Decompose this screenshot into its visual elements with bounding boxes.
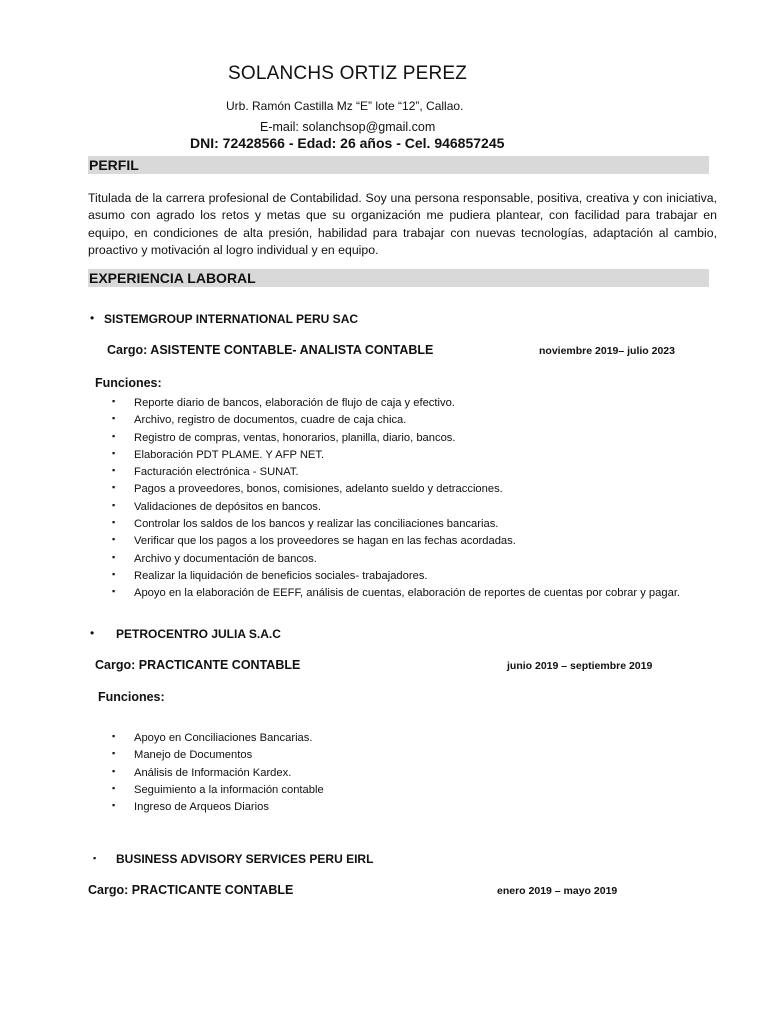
task-item: ▪ Validaciones de depósitos en bancos. xyxy=(134,499,680,516)
job-task-list xyxy=(134,730,324,816)
job-dates: noviembre 2019– julio 2023 xyxy=(539,345,675,357)
job-funciones-label: Funciones: xyxy=(95,376,162,390)
task-item: ▪ Elaboración PDT PLAME. Y AFP NET. xyxy=(134,447,680,464)
job-funciones-label: Funciones: xyxy=(98,690,165,704)
task-item: ▪ Manejo de Documentos xyxy=(134,747,324,764)
task-item: ▪ Controlar los saldos de los bancos y realizar las conciliaciones bancarias. xyxy=(134,516,680,533)
candidate-name: SOLANCHS ORTIZ PEREZ xyxy=(228,63,468,84)
job-bullet: ▪ xyxy=(93,853,97,863)
task-item: ▪ Ingreso de Arqueos Diarios xyxy=(134,799,324,816)
task-item: ▪ Verificar que los pagos a los proveedores se hagan en las fechas acordadas. xyxy=(134,533,680,550)
job-company: SISTEMGROUP INTERNATIONAL PERU SAC xyxy=(104,312,359,326)
task-item: ▪ Seguimiento a la información contable xyxy=(134,782,324,799)
section-title-profile: PERFIL xyxy=(89,157,139,173)
section-title-experience: EXPERIENCIA LABORAL xyxy=(89,270,256,286)
task-item: ▪ Apoyo en Conciliaciones Bancarias. xyxy=(134,730,324,747)
job-dates: enero 2019 – mayo 2019 xyxy=(497,885,618,897)
job-dates: junio 2019 – septiembre 2019 xyxy=(507,660,653,672)
task-item: ▪ Realizar la liquidación de beneficios sociales- trabajadores. xyxy=(134,568,680,585)
address: Urb. Ramón Castilla Mz “E” lote “12”, Callao. xyxy=(226,99,464,113)
profile-text: Titulada de la carrera profesional de Contabilidad. Soy una persona responsable, positiva, creativa y con iniciativa, asumo con agrado los retos y metas que su organización me pudiera plantear, con facilidad para trabajar en equipo, en condiciones de alta presión, habilidad para trabajar con nuevas tecnologías, adaptación al cambio, proactivo y motivación al logro individual y en equipo. xyxy=(88,191,717,257)
job-bullet: • xyxy=(90,626,95,640)
section-bar-profile xyxy=(88,156,709,174)
task-item: ▪ Apoyo en la elaboración de EEFF, análisis de cuentas, elaboración de reportes de cuentas por cobrar y pagar. xyxy=(134,585,680,602)
job-company: PETROCENTRO JULIA S.A.C xyxy=(116,627,281,641)
job-cargo: Cargo: PRACTICANTE CONTABLE xyxy=(95,658,301,672)
job-company: BUSINESS ADVISORY SERVICES PERU EIRL xyxy=(116,852,374,866)
job-task-list xyxy=(134,395,680,603)
task-item: ▪ Reporte diario de bancos, elaboración de flujo de caja y efectivo. xyxy=(134,395,680,412)
task-item: ▪ Pagos a proveedores, bonos, comisiones, adelanto sueldo y detracciones. xyxy=(134,481,680,498)
task-item: ▪ Registro de compras, ventas, honorarios, planilla, diario, bancos. xyxy=(134,430,680,447)
dni-line: DNI: 72428566 - Edad: 26 años - Cel. 946857245 xyxy=(190,135,505,151)
task-item: ▪ Facturación electrónica - SUNAT. xyxy=(134,464,680,481)
task-item: ▪ Análisis de Información Kardex. xyxy=(134,765,324,782)
job-bullet: • xyxy=(90,311,95,325)
task-item: ▪ Archivo y documentación de bancos. xyxy=(134,551,680,568)
task-item: ▪ Archivo, registro de documentos, cuadre de caja chica. xyxy=(134,412,680,429)
job-cargo: Cargo: ASISTENTE CONTABLE- ANALISTA CONTABLE xyxy=(107,343,434,357)
job-cargo: Cargo: PRACTICANTE CONTABLE xyxy=(88,883,294,897)
email: E-mail: solanchsop@gmail.com xyxy=(260,120,436,134)
